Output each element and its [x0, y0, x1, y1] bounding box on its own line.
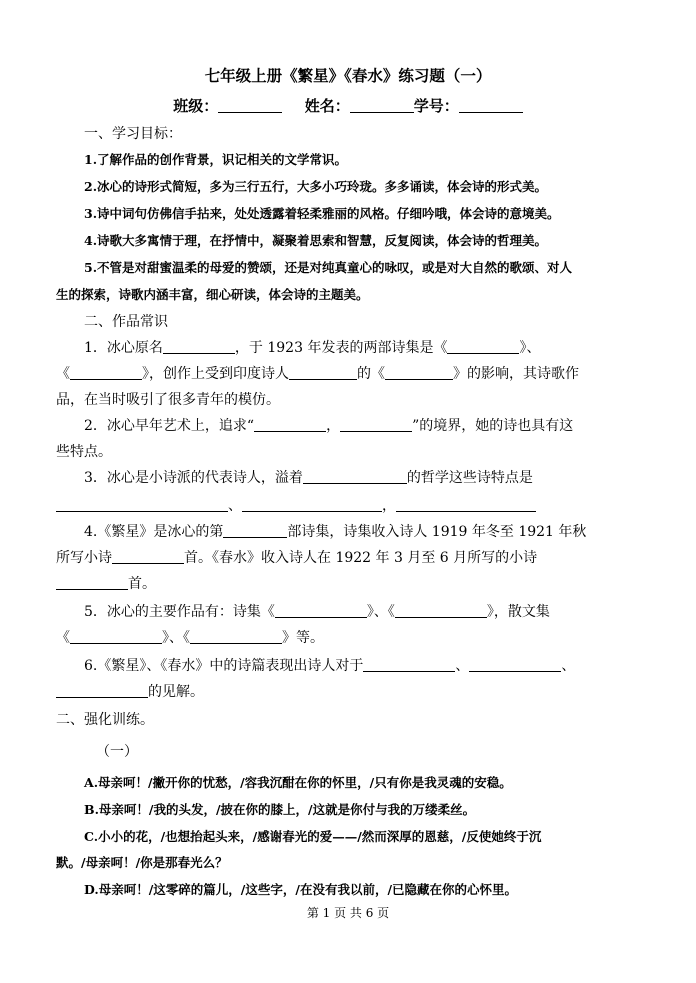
q4-line1 — [84, 522, 668, 542]
q6-text-a: 6.《繁星》、《春水》中的诗篇表现出诗人对于 — [84, 658, 364, 674]
q5-blank-4[interactable] — [190, 629, 282, 644]
q6-blank-2[interactable] — [469, 657, 561, 672]
q5-text-c: 》，散文集 — [486, 604, 550, 620]
q4-text-d: 首。《春水》收入诗人在 1922 年 3 月至 6 月所写的小诗 — [184, 550, 538, 566]
q1-text-b: ，于 1923 年发表的两部诗集是《 — [234, 340, 448, 356]
option-b: B.母亲呵！/我的头发，/披在你的膝上，/这就是你付与我的万缕柔丝。 — [84, 802, 476, 817]
q3-blank-3[interactable] — [242, 497, 382, 512]
q5-text-d: 《 — [56, 630, 70, 646]
class-blank[interactable] — [218, 98, 282, 113]
q5-text-f: 》等。 — [282, 630, 324, 646]
name-blank[interactable] — [350, 98, 414, 113]
name-label: 姓名： — [304, 97, 350, 115]
page-footer: 第 1 页 共 6 页 — [306, 906, 390, 920]
q1-line2 — [56, 364, 640, 384]
q6-blank-1[interactable] — [363, 657, 455, 672]
q1-text-d: 《 — [56, 366, 70, 382]
option-d: D.母亲呵！/这零碎的篇儿，/这些字，/在没有我以前，/已隐藏在你的心怀里。 — [84, 882, 518, 897]
q2-line1 — [84, 416, 668, 436]
section3-subheading: （一） — [96, 744, 138, 760]
q1-blank-4[interactable] — [289, 365, 357, 380]
goal-item-3: 3.诗中词句仿佛信手拈来，处处透露着轻柔雅丽的风格。仔细吟哦，体会诗的意境美。 — [84, 206, 560, 221]
q3-text-d: ， — [382, 498, 396, 514]
option-c: C.小小的花，/也想抬起头来，/感谢春光的爱——/然而深厚的恩慈，/反使她终于沉 — [84, 829, 542, 844]
q1-blank-5[interactable] — [385, 365, 453, 380]
q3-blank-1[interactable] — [303, 469, 407, 484]
q5-blank-1[interactable] — [275, 603, 367, 618]
q1-blank-1[interactable] — [163, 339, 235, 354]
q2-blank-2[interactable] — [340, 417, 412, 432]
q1-line1 — [84, 338, 668, 358]
q4-text-a: 4.《繁星》是冰心的第 — [84, 524, 224, 540]
section3-heading: 二、强化训练。 — [56, 712, 154, 728]
q3-text-b: 的哲学这些诗特点是 — [406, 470, 533, 486]
q4-text-c: 所写小诗 — [56, 550, 112, 566]
q2-text-a: 2．冰心早年艺术上，追求“ — [84, 418, 255, 434]
goal-item-4: 4.诗歌大多寓情于理，在抒情中，凝聚着思索和智慧，反复阅读，体会诗的哲理美。 — [84, 233, 548, 248]
q5-text-b: 》、《 — [366, 604, 395, 620]
q1-text-f: 的《 — [357, 366, 385, 382]
q2-blank-1[interactable] — [254, 417, 326, 432]
q3-text-c: 、 — [228, 498, 242, 514]
q3-blank-4[interactable] — [396, 497, 536, 512]
q1-text-e: 》，创作上受到印度诗人 — [142, 366, 289, 382]
q1-blank-2[interactable] — [447, 339, 519, 354]
student-info-line — [0, 95, 696, 116]
q3-line1 — [84, 468, 668, 488]
goal-item-1: 1.了解作品的创作背景，识记相关的文学常识。 — [84, 152, 348, 167]
q3-text-a: 3．冰心是小诗派的代表诗人，溢着 — [84, 470, 303, 486]
q4-line3 — [56, 574, 640, 594]
q6-text-b: 、 — [455, 658, 470, 674]
q6-line1 — [84, 656, 668, 676]
q2-line2: 些特点。 — [56, 444, 112, 460]
q4-text-b: 部诗集，诗集收入诗人 1919 年冬至 1921 年秋 — [287, 524, 587, 540]
q3-line2 — [56, 496, 640, 516]
q6-text-c: 、 — [561, 658, 576, 674]
q2-text-c: ”的境界，她的诗也具有这 — [412, 418, 574, 434]
page-title: 七年级上册《繁星》《春水》练习题（一） — [204, 66, 492, 85]
number-blank[interactable] — [459, 98, 523, 113]
q2-text-b: ， — [326, 418, 341, 434]
goal-item-2: 2.冰心的诗形式简短，多为三行五行，大多小巧玲珑。多多诵读，体会诗的形式美。 — [84, 179, 548, 194]
section2-heading: 二、作品常识 — [84, 314, 168, 330]
q1-text-g: 》的影响，其诗歌作 — [453, 366, 579, 382]
q4-text-e: 首。 — [128, 576, 156, 592]
goal-item-5: 5.不管是对甜蜜温柔的母爱的赞颂，还是对纯真童心的咏叹，或是对大自然的歌颂、对人 — [84, 260, 573, 275]
q4-line2 — [56, 548, 640, 568]
q5-line1 — [84, 602, 668, 622]
goal-item-5-cont: 生的探索，诗歌内涵丰富，细心研读，体会诗的主题美。 — [56, 287, 369, 302]
q1-blank-3[interactable] — [70, 365, 142, 380]
q4-blank-1[interactable] — [223, 523, 287, 538]
q1-text-a: 1．冰心原名 — [84, 340, 163, 356]
q5-blank-3[interactable] — [70, 629, 162, 644]
q5-line2 — [56, 628, 640, 648]
section1-heading: 一、学习目标： — [84, 126, 182, 142]
q6-text-d: 的见解。 — [148, 684, 204, 700]
q1-line3: 品，在当时吸引了很多青年的模仿。 — [56, 392, 280, 408]
q5-text-e: 》、《 — [162, 630, 190, 646]
q5-blank-2[interactable] — [395, 603, 487, 618]
class-label: 班级： — [173, 97, 219, 115]
option-c-cont: 默。/母亲呵！/你是那春光么？ — [56, 855, 228, 870]
q5-text-a: 5．冰心的主要作品有：诗集《 — [84, 604, 275, 620]
q4-blank-3[interactable] — [56, 575, 128, 590]
q1-text-c: 》、 — [519, 340, 541, 356]
q6-line2 — [56, 682, 640, 702]
q6-blank-3[interactable] — [56, 683, 148, 698]
option-a: A.母亲呵！/撇开你的忧愁，/容我沉酣在你的怀里，/只有你是我灵魂的安稳。 — [84, 775, 512, 790]
q4-blank-2[interactable] — [112, 549, 184, 564]
number-label: 学号： — [413, 97, 459, 115]
q3-blank-2[interactable] — [56, 497, 228, 512]
